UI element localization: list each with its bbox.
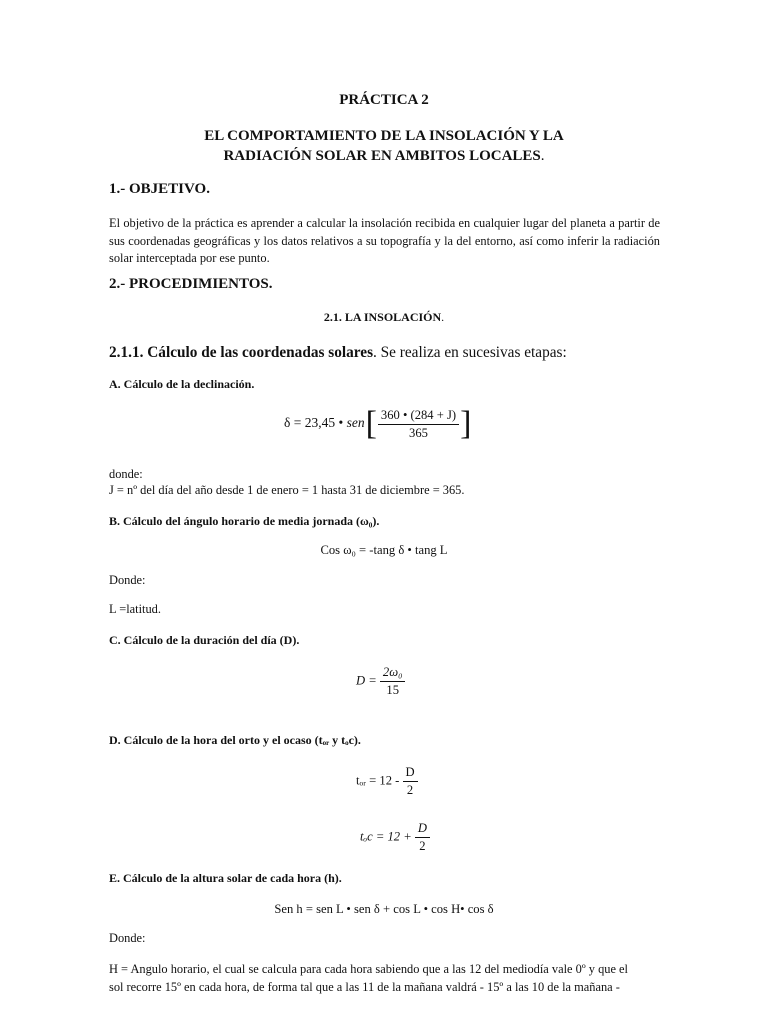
where-text-a: J = nº del día del año desde 1 de enero = 1 hasta 31 de diciembre = 365.: [109, 483, 465, 497]
step-a-heading: A. Cálculo de la declinación.: [109, 377, 255, 391]
step-c-heading: C. Cálculo de la duración del día (D).: [109, 633, 300, 647]
subsection-insolation-heading: 2.1. LA INSOLACIÓN.: [323, 310, 445, 324]
step-b-heading: B. Cálculo del ángulo horario de media jornada (ω₀).: [109, 514, 380, 528]
where-text-b: L =latitud.: [109, 602, 161, 616]
solar-coordinates-heading: 2.1.1. Cálculo de las coordenadas solares. Se realiza en sucesivas etapas:: [109, 344, 567, 361]
declination-formula: δ = 23,45 • sen[ $\frac{360 • (284 + J)}{365}$ ]: [284, 405, 472, 442]
section-objective-text: El objetivo de la práctica es aprender a calcular la insolación recibida en cualquier lugar del planeta a partir de sus coordenadas geográficas y los datos relativos a su topografía y la del entorno, así como inferir la radiación solar interceptada por ese punto.: [109, 216, 660, 265]
page-title: PRÁCTICA 2: [339, 92, 429, 108]
day-length-formula: D = $\frac{\text{2ω₀}}{15}$: [356, 665, 405, 698]
section-objective-heading: 1.- OBJETIVO.: [109, 181, 210, 197]
where-label-e: Donde:: [109, 931, 146, 945]
solar-altitude-formula: Sen h = sen L • sen δ + cos L • cos H• cos δ: [274, 902, 494, 916]
document-title-line2: RADIACIÓN SOLAR EN AMBITOS LOCALES.: [223, 148, 545, 164]
step-e-heading: E. Cálculo de la altura solar de cada hora (h).: [109, 871, 342, 885]
step-d-heading: D. Cálculo de la hora del orto y el ocaso (tₒᵣ y tₒc).: [109, 733, 361, 747]
document-title: [0, 126, 768, 166]
where-label-b: Donde:: [109, 573, 146, 587]
sunrise-formula: tₒᵣ = 12 - $\frac{D}{2}$: [356, 765, 418, 798]
where-label-a: donde:: [109, 467, 143, 481]
section-procedures-heading: 2.- PROCEDIMIENTOS.: [109, 276, 273, 292]
half-day-angle-formula: Cos ω₀ = -tang δ • tang L: [320, 543, 448, 557]
sunset-formula: tₒc = 12 + $\frac{D}{2}$: [360, 821, 430, 854]
document-title-line1: EL COMPORTAMIENTO DE LA INSOLACIÓN Y LA: [204, 128, 564, 144]
where-text-e: H = Angulo horario, el cual se calcula para cada hora sabiendo que a las 12 del mediodía vale 0º y que el sol recorre 15º en cada hora, de forma tal que a las 11 de la mañana valdrá - 15º a las 10 de la mañana -: [109, 962, 628, 994]
